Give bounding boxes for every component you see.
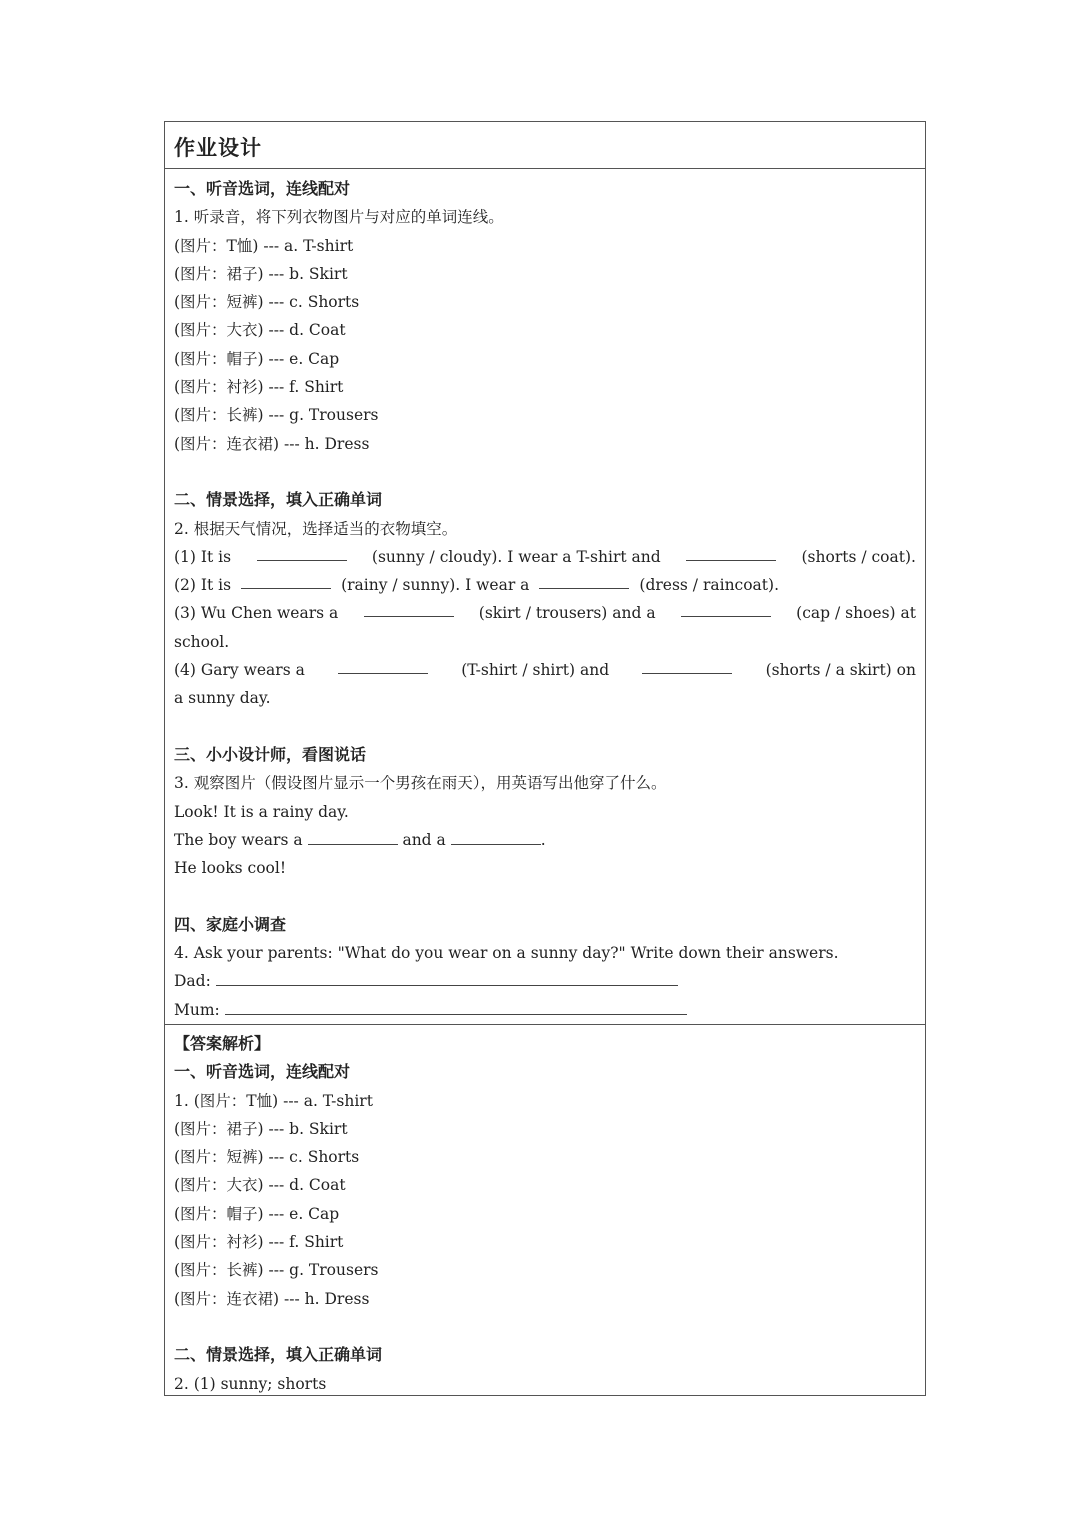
fill-line-4-cont: a sunny day. bbox=[174, 689, 271, 708]
fill-text: (sunny / cloudy). I wear a T-shirt and bbox=[371, 547, 661, 566]
fill-line-2 bbox=[174, 571, 916, 599]
question-2: 2. 根据天气情况，选择适当的衣物填空。 bbox=[174, 519, 458, 538]
answer-item: (图片：帽子) --- e. Cap bbox=[174, 1204, 340, 1223]
answer-blank[interactable] bbox=[539, 571, 629, 589]
fill-text: (shorts / coat). bbox=[801, 547, 916, 566]
fill-text: (rainy / sunny). I wear a bbox=[341, 576, 530, 595]
fill-text: (1) It is bbox=[174, 547, 232, 566]
match-item: (图片：帽子) --- e. Cap bbox=[174, 349, 340, 368]
section-3-heading: 三、小小设计师，看图说话 bbox=[174, 744, 367, 764]
fill-text: and a bbox=[402, 830, 446, 849]
answer-blank[interactable] bbox=[308, 827, 398, 845]
answer-cell bbox=[165, 1025, 925, 1398]
dad-answer-blank[interactable] bbox=[216, 968, 678, 986]
section-2-heading: 二、情景选择，填入正确单词 bbox=[174, 490, 383, 510]
question-1: 1. 听录音，将下列衣物图片与对应的单词连线。 bbox=[174, 208, 504, 227]
match-item: (图片：裙子) --- b. Skirt bbox=[174, 264, 348, 283]
section-4-heading: 四、家庭小调查 bbox=[174, 914, 287, 934]
fill-text: (2) It is bbox=[174, 576, 232, 595]
answer-blank[interactable] bbox=[241, 571, 331, 589]
fill-text: (skirt / trousers) and a bbox=[478, 604, 656, 623]
answer-item: (图片：衬衫) --- f. Shirt bbox=[174, 1233, 344, 1252]
fill-text: . bbox=[540, 830, 546, 849]
fill-line-4 bbox=[174, 656, 916, 684]
fill-text: (dress / raincoat). bbox=[639, 576, 780, 595]
text-line: He looks cool! bbox=[174, 859, 287, 878]
answer-item: (图片：大衣) --- d. Coat bbox=[174, 1176, 346, 1195]
answer-blank[interactable] bbox=[257, 543, 347, 561]
fill-text: (3) Wu Chen wears a bbox=[174, 604, 339, 623]
answer-blank[interactable] bbox=[642, 656, 732, 674]
answer-item: 1. (图片：T恤) --- a. T-shirt bbox=[174, 1091, 373, 1110]
match-item: (图片：衬衫) --- f. Shirt bbox=[174, 378, 344, 397]
answer-item: 2. (1) sunny; shorts bbox=[174, 1374, 327, 1393]
answer-blank[interactable] bbox=[451, 827, 541, 845]
question-4: 4. Ask your parents: "What do you wear on a sunny day?" Write down their answers. bbox=[174, 944, 839, 963]
match-item: (图片：短裤) --- c. Shorts bbox=[174, 293, 360, 312]
answer-item: (图片：长裤) --- g. Trousers bbox=[174, 1261, 379, 1280]
text-line: Look! It is a rainy day. bbox=[174, 802, 349, 821]
match-item: (图片：T恤) --- a. T-shirt bbox=[174, 236, 354, 255]
match-item: (图片：连衣裙) --- h. Dress bbox=[174, 434, 370, 453]
answer-item: (图片：裙子) --- b. Skirt bbox=[174, 1119, 348, 1138]
fill-line-3 bbox=[174, 599, 916, 627]
fill-line bbox=[174, 826, 916, 854]
dad-label: Dad: bbox=[174, 972, 211, 991]
match-item: (图片：长裤) --- g. Trousers bbox=[174, 406, 379, 425]
fill-text: (cap / shoes) at bbox=[796, 604, 916, 623]
mum-answer-blank[interactable] bbox=[225, 997, 687, 1015]
answer-heading: 【答案解析】 bbox=[174, 1034, 271, 1053]
fill-line-3-cont: school. bbox=[174, 632, 230, 651]
answer-item: (图片：短裤) --- c. Shorts bbox=[174, 1148, 360, 1167]
answer-blank[interactable] bbox=[364, 599, 454, 617]
fill-text: The boy wears a bbox=[174, 830, 303, 849]
section-1-heading: 一、听音选词，连线配对 bbox=[174, 179, 351, 198]
answer-blank[interactable] bbox=[681, 599, 771, 617]
homework-sheet bbox=[164, 121, 926, 1396]
fill-text: (4) Gary wears a bbox=[174, 661, 305, 680]
fill-text: (T-shirt / shirt) and bbox=[461, 661, 610, 680]
answer-section-2-heading: 二、情景选择，填入正确单词 bbox=[174, 1345, 383, 1365]
mum-label: Mum: bbox=[174, 1000, 220, 1019]
mum-answer-line bbox=[174, 996, 916, 1024]
title-row bbox=[165, 122, 925, 169]
fill-text: (shorts / a skirt) on bbox=[765, 661, 916, 680]
answer-blank[interactable] bbox=[338, 656, 428, 674]
fill-line-1 bbox=[174, 543, 916, 571]
question-3: 3. 观察图片（假设图片显示一个男孩在雨天），用英语写出他穿了什么。 bbox=[174, 774, 667, 793]
answer-blank[interactable] bbox=[686, 543, 776, 561]
page-title: 作业设计 bbox=[174, 136, 262, 160]
answer-item: (图片：连衣裙) --- h. Dress bbox=[174, 1289, 370, 1308]
homework-cell bbox=[165, 169, 925, 1025]
answer-section-1-heading: 一、听音选词，连线配对 bbox=[174, 1062, 351, 1082]
dad-answer-line bbox=[174, 967, 916, 995]
match-item: (图片：大衣) --- d. Coat bbox=[174, 321, 346, 340]
